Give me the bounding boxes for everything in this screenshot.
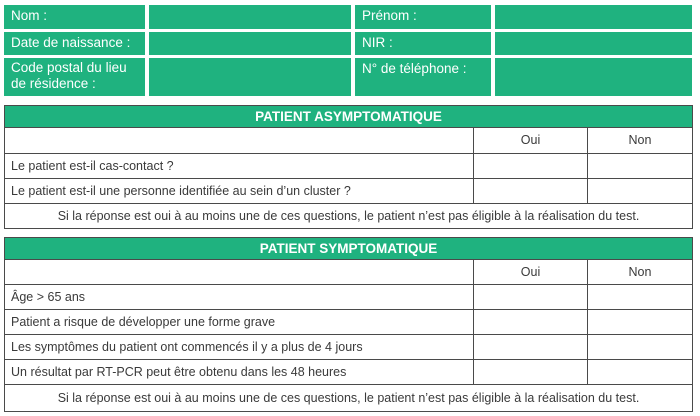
question-row xyxy=(5,360,692,385)
date-naissance-field[interactable] xyxy=(149,32,351,55)
asymptomatique-table xyxy=(4,105,693,229)
nom-field[interactable] xyxy=(149,5,351,29)
eligibility-note: Si la réponse est oui à au moins une de ces questions, le patient n’est pas éligible à la réalisation du test. xyxy=(57,209,640,223)
question-row xyxy=(5,310,692,335)
code-postal-field[interactable] xyxy=(149,58,351,96)
answer-oui-cell[interactable] xyxy=(473,285,587,309)
telephone-label: N° de téléphone : xyxy=(355,58,491,96)
question-text: Un résultat par RT-PCR peut être obtenu dans les 48 heures xyxy=(11,365,347,379)
prenom-label: Prénom : xyxy=(355,5,491,29)
telephone-field[interactable] xyxy=(495,58,692,96)
question-row xyxy=(5,179,692,204)
answer-oui-cell[interactable] xyxy=(473,179,587,203)
answer-non-cell[interactable] xyxy=(587,310,692,334)
question-text: Patient a risque de développer une forme grave xyxy=(11,315,276,329)
answer-oui-cell[interactable] xyxy=(473,335,587,359)
col-non-header: Non xyxy=(587,128,692,153)
question-text: Le patient est-il cas-contact ? xyxy=(11,159,174,173)
question-text: Âge > 65 ans xyxy=(11,290,86,304)
date-naissance-label: Date de naissance : xyxy=(4,32,145,55)
answer-oui-cell[interactable] xyxy=(473,360,587,384)
answer-non-cell[interactable] xyxy=(587,285,692,309)
nir-label: NIR : xyxy=(355,32,491,55)
question-row xyxy=(5,154,692,179)
symptomatique-title: PATIENT SYMPTOMATIQUE xyxy=(5,238,692,260)
code-postal-label: Code postal du lieu de résidence : xyxy=(4,58,145,96)
symptomatique-column-header xyxy=(5,260,692,285)
answer-non-cell[interactable] xyxy=(587,179,692,203)
col-oui-header: Oui xyxy=(473,260,587,284)
question-row xyxy=(5,335,692,360)
answer-non-cell[interactable] xyxy=(587,335,692,359)
col-non-header: Non xyxy=(587,260,692,284)
nom-label: Nom : xyxy=(4,5,145,29)
col-oui-header: Oui xyxy=(473,128,587,153)
question-text: Les symptômes du patient ont commencés il y a plus de 4 jours xyxy=(11,340,363,354)
eligibility-note: Si la réponse est oui à au moins une de ces questions, le patient n’est pas éligible à la réalisation du test. xyxy=(57,391,640,405)
answer-oui-cell[interactable] xyxy=(473,154,587,178)
answer-non-cell[interactable] xyxy=(587,154,692,178)
answer-non-cell[interactable] xyxy=(587,360,692,384)
asymptomatique-title: PATIENT ASYMPTOMATIQUE xyxy=(5,106,692,128)
nir-field[interactable] xyxy=(495,32,692,55)
answer-oui-cell[interactable] xyxy=(473,310,587,334)
question-row xyxy=(5,285,692,310)
asymptomatique-column-header xyxy=(5,128,692,154)
prenom-field[interactable] xyxy=(495,5,692,29)
symptomatique-table xyxy=(4,237,693,412)
question-text: Le patient est-il une personne identifiée au sein d’un cluster ? xyxy=(11,184,351,198)
